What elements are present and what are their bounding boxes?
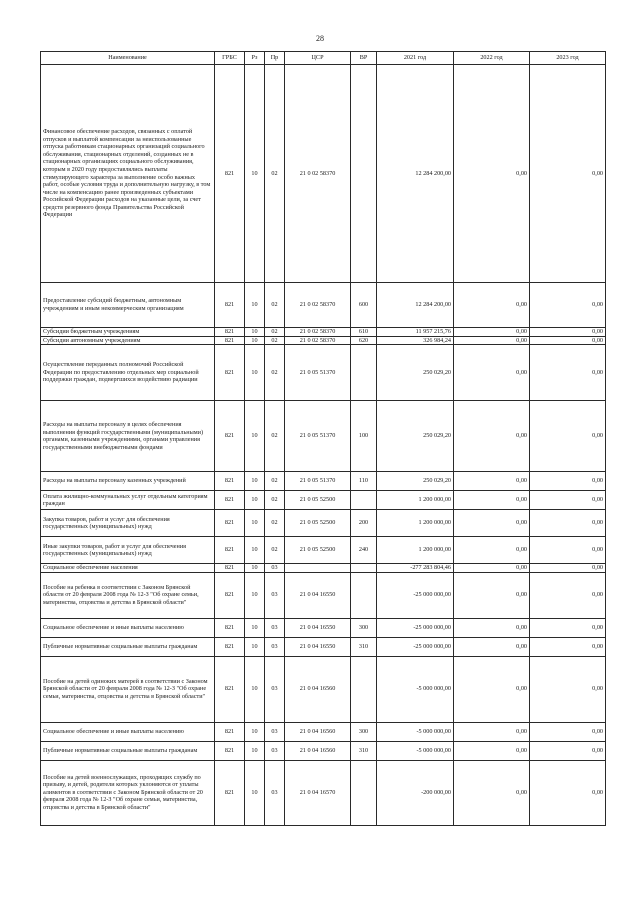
cell-csr: 21 0 04 16550 — [285, 637, 351, 656]
table-row — [41, 722, 606, 741]
cell-grbs: 821 — [215, 618, 245, 637]
cell-2023: 0,00 — [530, 472, 606, 491]
cell-vr: 310 — [351, 741, 377, 760]
cell-rz: 10 — [245, 760, 265, 825]
cell-rz: 10 — [245, 564, 265, 573]
cell-pr: 02 — [265, 491, 285, 510]
cell-rz: 10 — [245, 656, 265, 722]
cell-grbs: 821 — [215, 472, 245, 491]
cell-grbs: 821 — [215, 401, 245, 472]
table-row — [41, 656, 606, 722]
header-grbs: ГРБС — [215, 52, 245, 65]
cell-2021: -277 283 804,46 — [377, 564, 454, 573]
cell-name: Расходы на выплаты персоналу в целях обеспечения выполнения функций государственными (муниципальными) органами, казенными учреждениями, органами управления государственными внебюджетными фондами — [41, 401, 215, 472]
cell-2022: 0,00 — [454, 741, 530, 760]
cell-2022: 0,00 — [454, 760, 530, 825]
cell-pr: 03 — [265, 656, 285, 722]
cell-2022: 0,00 — [454, 283, 530, 328]
cell-name: Оплата жилищно-коммунальных услуг отдельным категориям граждан — [41, 491, 215, 510]
cell-2023: 0,00 — [530, 618, 606, 637]
cell-2023: 0,00 — [530, 722, 606, 741]
cell-csr: 21 0 04 16560 — [285, 741, 351, 760]
cell-2021: 12 284 200,00 — [377, 283, 454, 328]
cell-csr: 21 0 05 51370 — [285, 345, 351, 401]
cell-name: Финансовое обеспечение расходов, связанных с оплатой отпусков и выплатой компенсации за неиспользованные отпуска работникам стационарных организаций социального обслуживания, стационарных отделений, созданных не в стационарных организациях социального обслуживания, которым в 2020 году предоставлялись выплаты стимулирующего характера за выполнение особо важных работ, особые условия труда и дополнительную нагрузку, в том числе на компенсацию ранее произведенных субъектами Российской Федерации расходов на указанные цели, за счет средств резервного фонда Правительства Российской Федерации — [41, 65, 215, 283]
cell-2023: 0,00 — [530, 572, 606, 618]
header-rz: Рз — [245, 52, 265, 65]
cell-name: Расходы на выплаты персоналу казенных учреждений — [41, 472, 215, 491]
header-2023: 2023 год — [530, 52, 606, 65]
cell-2022: 0,00 — [454, 572, 530, 618]
cell-rz: 10 — [245, 572, 265, 618]
cell-name: Иные закупки товаров, работ и услуг для обеспечения государственных (муниципальных) нужд — [41, 537, 215, 564]
cell-2023: 0,00 — [530, 760, 606, 825]
cell-2023: 0,00 — [530, 637, 606, 656]
cell-2023: 0,00 — [530, 345, 606, 401]
cell-csr: 21 0 04 16560 — [285, 656, 351, 722]
cell-pr: 03 — [265, 564, 285, 573]
cell-2022: 0,00 — [454, 65, 530, 283]
cell-2022: 0,00 — [454, 510, 530, 537]
cell-2022: 0,00 — [454, 491, 530, 510]
cell-name: Осуществление переданных полномочий Российской Федерации по предоставлению отдельных мер социальной поддержки граждан, подвергшихся воздействию радиации — [41, 345, 215, 401]
cell-rz: 10 — [245, 510, 265, 537]
header-csr: ЦСР — [285, 52, 351, 65]
cell-grbs: 821 — [215, 656, 245, 722]
table-row — [41, 760, 606, 825]
cell-pr: 02 — [265, 65, 285, 283]
cell-2022: 0,00 — [454, 345, 530, 401]
cell-vr: 310 — [351, 637, 377, 656]
cell-2021: 11 957 215,76 — [377, 328, 454, 337]
cell-name: Предоставление субсидий бюджетным, автономным учреждениям и иным некоммерческим организациям — [41, 283, 215, 328]
cell-vr — [351, 760, 377, 825]
cell-pr: 03 — [265, 741, 285, 760]
cell-rz: 10 — [245, 722, 265, 741]
table-row — [41, 65, 606, 283]
cell-grbs: 821 — [215, 65, 245, 283]
cell-rz: 10 — [245, 336, 265, 345]
cell-pr: 02 — [265, 537, 285, 564]
header-2021: 2021 год — [377, 52, 454, 65]
cell-2021: 326 984,24 — [377, 336, 454, 345]
cell-2022: 0,00 — [454, 656, 530, 722]
cell-2022: 0,00 — [454, 722, 530, 741]
cell-name: Социальное обеспечение и иные выплаты населению — [41, 722, 215, 741]
cell-csr: 21 0 02 58370 — [285, 65, 351, 283]
cell-csr: 21 0 05 52500 — [285, 510, 351, 537]
cell-csr: 21 0 05 52500 — [285, 491, 351, 510]
cell-csr: 21 0 04 16550 — [285, 618, 351, 637]
cell-csr: 21 0 05 51370 — [285, 472, 351, 491]
cell-vr: 240 — [351, 537, 377, 564]
cell-vr — [351, 572, 377, 618]
cell-2023: 0,00 — [530, 65, 606, 283]
cell-2021: 1 200 000,00 — [377, 537, 454, 564]
cell-2023: 0,00 — [530, 283, 606, 328]
header-vr: ВР — [351, 52, 377, 65]
cell-2021: -25 000 000,00 — [377, 572, 454, 618]
cell-csr: 21 0 02 58370 — [285, 328, 351, 337]
cell-2021: 250 029,20 — [377, 345, 454, 401]
cell-name: Пособие на детей одиноких матерей в соответствии с Законом Брянской области от 20 февраля 2008 года № 12-З "Об охране семьи, материнства, отцовства и детства в Брянской области" — [41, 656, 215, 722]
cell-rz: 10 — [245, 491, 265, 510]
budget-table — [40, 51, 606, 826]
cell-2023: 0,00 — [530, 328, 606, 337]
cell-grbs: 821 — [215, 491, 245, 510]
cell-2023: 0,00 — [530, 401, 606, 472]
cell-rz: 10 — [245, 65, 265, 283]
cell-vr: 620 — [351, 336, 377, 345]
cell-vr: 610 — [351, 328, 377, 337]
cell-grbs: 821 — [215, 537, 245, 564]
cell-csr — [285, 564, 351, 573]
cell-2022: 0,00 — [454, 537, 530, 564]
cell-pr: 03 — [265, 637, 285, 656]
cell-grbs: 821 — [215, 345, 245, 401]
cell-vr: 600 — [351, 283, 377, 328]
cell-2022: 0,00 — [454, 328, 530, 337]
cell-2021: 250 029,20 — [377, 401, 454, 472]
cell-csr: 21 0 04 16570 — [285, 760, 351, 825]
cell-2021: -5 000 000,00 — [377, 741, 454, 760]
cell-name: Субсидии автономным учреждениям — [41, 336, 215, 345]
cell-pr: 02 — [265, 283, 285, 328]
cell-pr: 02 — [265, 345, 285, 401]
cell-rz: 10 — [245, 283, 265, 328]
cell-name: Закупка товаров, работ и услуг для обеспечения государственных (муниципальных) нужд — [41, 510, 215, 537]
cell-2022: 0,00 — [454, 637, 530, 656]
cell-2023: 0,00 — [530, 656, 606, 722]
cell-2021: -200 000,00 — [377, 760, 454, 825]
cell-pr: 02 — [265, 328, 285, 337]
cell-2022: 0,00 — [454, 618, 530, 637]
header-2022: 2022 год — [454, 52, 530, 65]
cell-grbs: 821 — [215, 564, 245, 573]
cell-rz: 10 — [245, 637, 265, 656]
table-header-row — [41, 52, 606, 65]
cell-csr: 21 0 04 16560 — [285, 722, 351, 741]
cell-2021: -5 000 000,00 — [377, 722, 454, 741]
cell-2021: 250 029,20 — [377, 472, 454, 491]
table-row — [41, 572, 606, 618]
cell-csr: 21 0 02 58370 — [285, 336, 351, 345]
cell-rz: 10 — [245, 537, 265, 564]
cell-name: Пособие на детей военнослужащих, проходящих службу по призыву, и детей, родители которых уклоняются от уплаты алиментов в соответствии с Законом Брянской области от 20 февраля 2008 года № 12-З "Об охране семьи, материнства, отцовства и детства в Брянской области" — [41, 760, 215, 825]
cell-vr: 100 — [351, 401, 377, 472]
table-row — [41, 537, 606, 564]
table-row — [41, 336, 606, 345]
cell-vr — [351, 491, 377, 510]
cell-2021: 12 284 200,00 — [377, 65, 454, 283]
cell-vr: 110 — [351, 472, 377, 491]
cell-pr: 03 — [265, 572, 285, 618]
cell-vr: 200 — [351, 510, 377, 537]
table-row — [41, 345, 606, 401]
cell-2023: 0,00 — [530, 537, 606, 564]
cell-csr: 21 0 02 58370 — [285, 283, 351, 328]
cell-2022: 0,00 — [454, 564, 530, 573]
cell-pr: 02 — [265, 336, 285, 345]
cell-name: Социальное обеспечение и иные выплаты населению — [41, 618, 215, 637]
table-row — [41, 618, 606, 637]
table-row — [41, 401, 606, 472]
table-row — [41, 491, 606, 510]
cell-grbs: 821 — [215, 722, 245, 741]
cell-name: Публичные нормативные социальные выплаты гражданам — [41, 637, 215, 656]
cell-rz: 10 — [245, 345, 265, 401]
cell-vr — [351, 65, 377, 283]
page-number: 28 — [316, 34, 324, 43]
cell-2023: 0,00 — [530, 564, 606, 573]
header-pr: Пр — [265, 52, 285, 65]
cell-csr: 21 0 05 51370 — [285, 401, 351, 472]
cell-vr: 300 — [351, 722, 377, 741]
cell-2021: -5 000 000,00 — [377, 656, 454, 722]
cell-grbs: 821 — [215, 336, 245, 345]
cell-pr: 03 — [265, 722, 285, 741]
cell-grbs: 821 — [215, 510, 245, 537]
cell-vr — [351, 564, 377, 573]
table-row — [41, 741, 606, 760]
cell-grbs: 821 — [215, 283, 245, 328]
cell-2021: -25 000 000,00 — [377, 618, 454, 637]
cell-rz: 10 — [245, 328, 265, 337]
cell-name: Социальное обеспечение населения — [41, 564, 215, 573]
cell-2021: 1 200 000,00 — [377, 510, 454, 537]
table-row — [41, 472, 606, 491]
cell-2023: 0,00 — [530, 741, 606, 760]
cell-2023: 0,00 — [530, 510, 606, 537]
cell-rz: 10 — [245, 401, 265, 472]
cell-2022: 0,00 — [454, 472, 530, 491]
cell-name: Пособие на ребенка в соответствии с Законом Брянской области от 20 февраля 2008 года № 12-З "Об охране семьи, материнства, отцовства и детства в Брянской области" — [41, 572, 215, 618]
table-row — [41, 564, 606, 573]
cell-2023: 0,00 — [530, 491, 606, 510]
cell-2022: 0,00 — [454, 336, 530, 345]
cell-csr: 21 0 04 16550 — [285, 572, 351, 618]
cell-pr: 02 — [265, 401, 285, 472]
cell-2021: 1 200 000,00 — [377, 491, 454, 510]
cell-grbs: 821 — [215, 572, 245, 618]
cell-name: Субсидии бюджетным учреждениям — [41, 328, 215, 337]
cell-rz: 10 — [245, 741, 265, 760]
cell-rz: 10 — [245, 472, 265, 491]
table-body — [41, 65, 606, 826]
cell-grbs: 821 — [215, 637, 245, 656]
cell-pr: 03 — [265, 618, 285, 637]
cell-vr: 300 — [351, 618, 377, 637]
cell-grbs: 821 — [215, 760, 245, 825]
cell-pr: 02 — [265, 510, 285, 537]
cell-grbs: 821 — [215, 328, 245, 337]
table-row — [41, 510, 606, 537]
cell-2023: 0,00 — [530, 336, 606, 345]
cell-vr — [351, 345, 377, 401]
cell-name: Публичные нормативные социальные выплаты гражданам — [41, 741, 215, 760]
table-row — [41, 328, 606, 337]
cell-rz: 10 — [245, 618, 265, 637]
cell-2022: 0,00 — [454, 401, 530, 472]
cell-csr: 21 0 05 52500 — [285, 537, 351, 564]
cell-vr — [351, 656, 377, 722]
cell-pr: 03 — [265, 760, 285, 825]
table-row — [41, 283, 606, 328]
table-row — [41, 637, 606, 656]
cell-pr: 02 — [265, 472, 285, 491]
cell-2021: -25 000 000,00 — [377, 637, 454, 656]
cell-grbs: 821 — [215, 741, 245, 760]
header-name: Наименование — [41, 52, 215, 65]
